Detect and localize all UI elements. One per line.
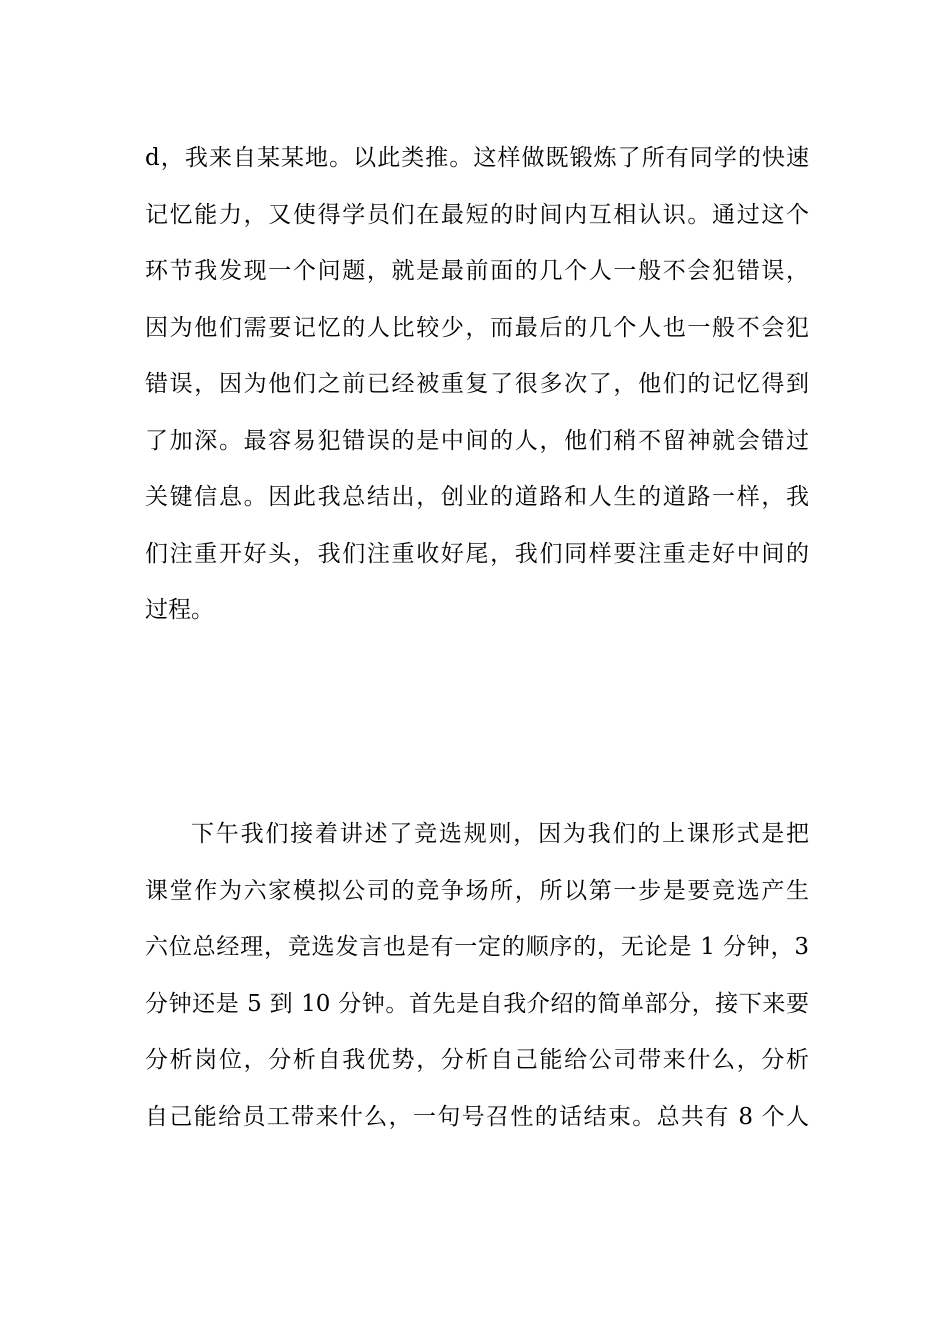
paragraph-2-line-6: 自己能给员工带来什么，一句号召性的话结束。总共有 8 个人 [145,1103,809,1130]
paragraph-1-line-3: 环节我发现一个问题，就是最前面的几个人一般不会犯错误， [145,258,809,284]
paragraph-1-line-2: 记忆能力，又使得学员们在最短的时间内互相认识。通过这个 [145,201,809,228]
paragraph-1-line-1: d，我来自某某地。以此类推。这样做既锻炼了所有同学的快速 [145,145,809,171]
paragraph-2-line-1: 下午我们接着讲述了竞选规则，因为我们的上课形式是把 [191,821,809,847]
paragraph-1-line-8: 们注重开好头，我们注重收好尾，我们同样要注重走好中间的 [145,540,809,567]
paragraph-2 [145,806,809,1145]
paragraph-1 [145,130,809,639]
paragraph-2-line-5: 分析岗位，分析自我优势，分析自己能给公司带来什么，分析 [145,1047,809,1073]
paragraph-1-line-9: 过程。 [145,597,214,623]
paragraph-2-line-3: 六位总经理，竞选发言也是有一定的顺序的，无论是 1 分钟，3 [145,934,809,960]
paragraph-1-line-6: 了加深。最容易犯错误的是中间的人，他们稍不留神就会错过 [145,427,809,454]
paragraph-2-line-2: 课堂作为六家模拟公司的竞争场所，所以第一步是要竞选产生 [145,877,809,904]
paragraph-1-line-7: 关键信息。因此我总结出，创业的道路和人生的道路一样，我 [145,484,809,510]
paragraph-2-line-4: 分钟还是 5 到 10 分钟。首先是自我介绍的简单部分，接下来要 [145,990,809,1017]
paragraph-1-line-4: 因为他们需要记忆的人比较少，而最后的几个人也一般不会犯 [145,314,809,341]
paragraph-1-line-5: 错误，因为他们之前已经被重复了很多次了，他们的记忆得到 [145,371,809,397]
